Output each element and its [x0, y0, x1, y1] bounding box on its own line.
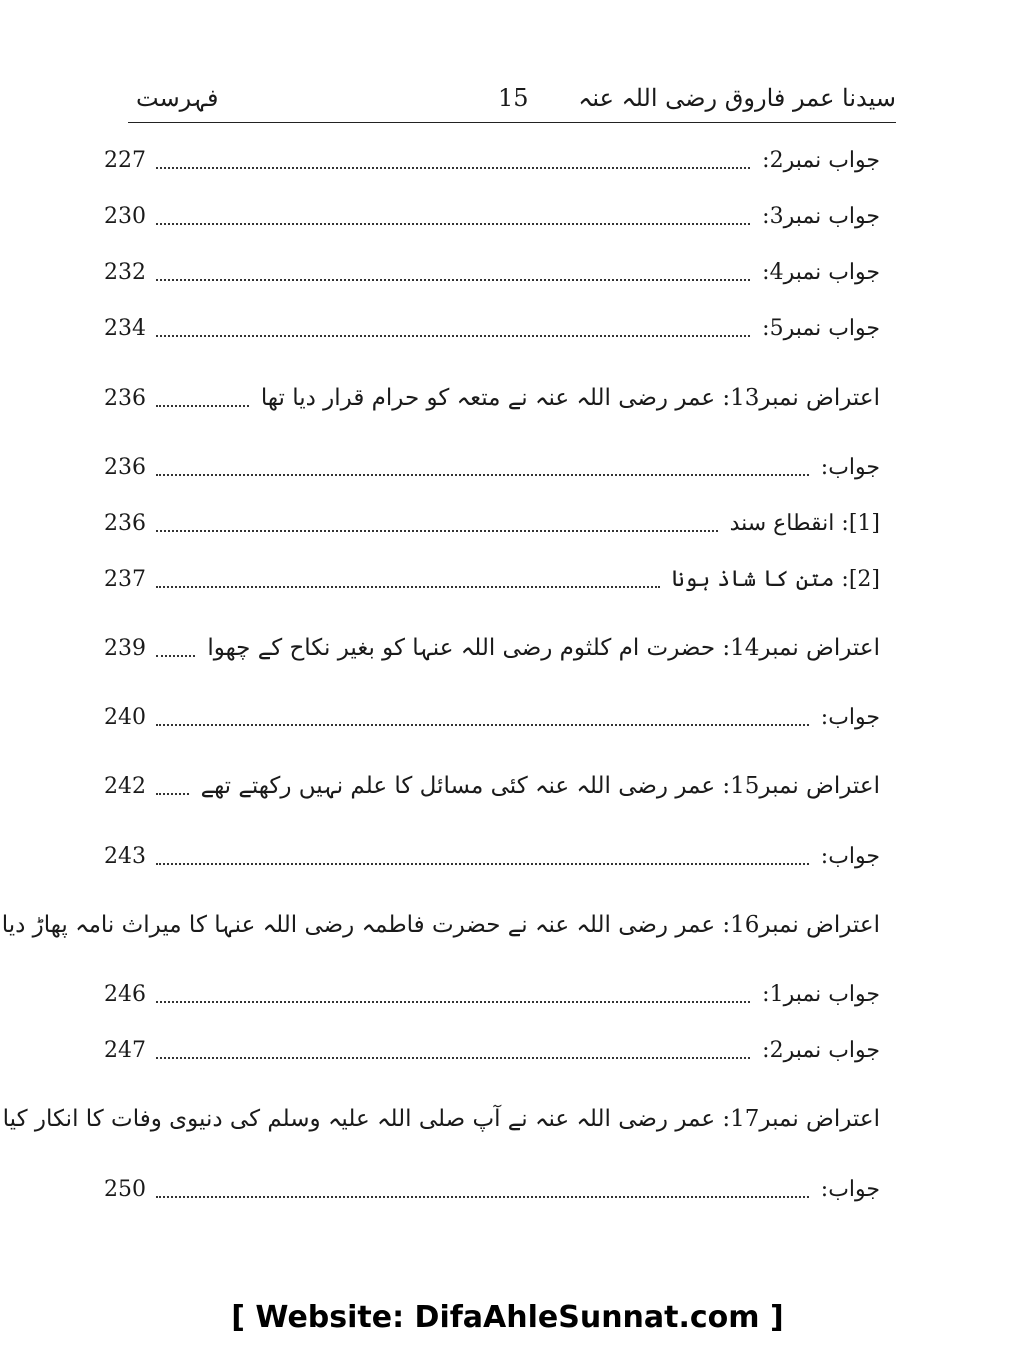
toc-entry-objection[interactable] — [104, 766, 880, 806]
toc-entry-label: اعتراض نمبر14: حضرت ام کلثوم رضی اللہ عنہا کو بغیر نکاح کے چھوا — [207, 635, 880, 661]
leader-dots — [156, 1057, 750, 1059]
page-header — [128, 82, 896, 123]
toc-entry-label: جواب نمبر3: — [762, 203, 880, 229]
toc-entry-label: جواب: — [820, 454, 880, 480]
toc-entry[interactable] — [104, 559, 880, 599]
leader-dots — [156, 405, 249, 407]
leader-dots — [156, 863, 809, 865]
toc-entry-page: 234 — [104, 315, 146, 341]
book-title: سیدنا عمر فاروق رضی اللہ عنہ — [578, 84, 896, 112]
toc-entry-label: جواب نمبر5: — [762, 315, 880, 341]
toc-entry[interactable] — [104, 503, 880, 543]
toc-entry-page: 240 — [104, 704, 146, 730]
toc-entry-label: جواب نمبر1: — [762, 981, 880, 1007]
toc-entry-label: [1]: انقطاع سند — [729, 510, 880, 536]
toc-entry-page: 246 — [104, 981, 146, 1007]
toc-entry-page: 236 — [104, 385, 146, 411]
leader-dots — [156, 474, 809, 476]
toc-entry-objection[interactable] — [2, 1099, 880, 1139]
toc-entry-objection[interactable] — [1, 905, 880, 945]
page-number: 15 — [498, 84, 529, 112]
toc-entry-page: 236 — [104, 454, 146, 480]
toc-entry[interactable] — [104, 1169, 880, 1209]
leader-dots — [156, 724, 809, 726]
toc-entry-page: 237 — [104, 566, 146, 592]
leader-dots — [156, 586, 660, 588]
toc-entry[interactable] — [104, 252, 880, 292]
toc-entry-label: جواب: — [820, 843, 880, 869]
toc-entry[interactable] — [104, 1030, 880, 1070]
toc-entry-page: 239 — [104, 635, 146, 661]
toc-entry-page: 250 — [104, 1176, 146, 1202]
toc-entry-label: اعتراض نمبر13: عمر رضی اللہ عنہ نے متعہ کو حرام قرار دیا تھا — [260, 385, 880, 411]
leader-dots — [156, 793, 189, 795]
toc-entry-page: 227 — [104, 147, 146, 173]
leader-dots — [156, 530, 718, 532]
toc-entry-objection[interactable] — [104, 378, 880, 418]
toc-entry-label: جواب نمبر2: — [762, 147, 880, 173]
toc-entry-objection[interactable] — [104, 628, 880, 668]
toc-entry-page: 232 — [104, 259, 146, 285]
toc-entry-label: اعتراض نمبر17: عمر رضی اللہ عنہ نے آپ صلی اللہ علیہ وسلم کی دنیوی وفات کا انکار کیا — [2, 1106, 880, 1132]
toc-entry-label: جواب: — [820, 1176, 880, 1202]
leader-dots — [156, 223, 750, 225]
toc-entry-label: جواب نمبر2: — [762, 1037, 880, 1063]
toc-entry[interactable] — [104, 447, 880, 487]
toc-entry[interactable] — [104, 836, 880, 876]
toc-entry-page: 236 — [104, 510, 146, 536]
toc-entry[interactable] — [104, 196, 880, 236]
leader-dots — [156, 1001, 750, 1003]
leader-dots — [156, 167, 750, 169]
section-title: فہرست — [136, 84, 219, 112]
toc-entry[interactable] — [104, 140, 880, 180]
toc-entry-label: اعتراض نمبر15: عمر رضی اللہ عنہ کئی مسائل کا علم نہیں رکھتے تھے — [200, 773, 880, 799]
leader-dots — [156, 279, 750, 281]
toc-entry-page: 242 — [104, 773, 146, 799]
toc-entry-label: جواب: — [820, 704, 880, 730]
toc-entry-label: جواب نمبر4: — [762, 259, 880, 285]
toc-entry[interactable] — [104, 697, 880, 737]
leader-dots — [156, 1196, 809, 1198]
toc-entry-label: [2]: متن کا شاذ ہونا — [671, 566, 880, 592]
toc-entry[interactable] — [104, 974, 880, 1014]
toc-entry-page: 247 — [104, 1037, 146, 1063]
toc-entry-label: اعتراض نمبر16: عمر رضی اللہ عنہ نے حضرت فاطمہ رضی اللہ عنہا کا میراث نامہ پھاڑ دیا — [1, 912, 880, 938]
toc-entry[interactable] — [104, 308, 880, 348]
toc-entry-page: 243 — [104, 843, 146, 869]
website-footer: [ Website: DifaAhleSunnat.com ] — [231, 1300, 784, 1335]
leader-dots — [156, 335, 750, 337]
toc-entry-page: 230 — [104, 203, 146, 229]
leader-dots — [156, 655, 195, 657]
